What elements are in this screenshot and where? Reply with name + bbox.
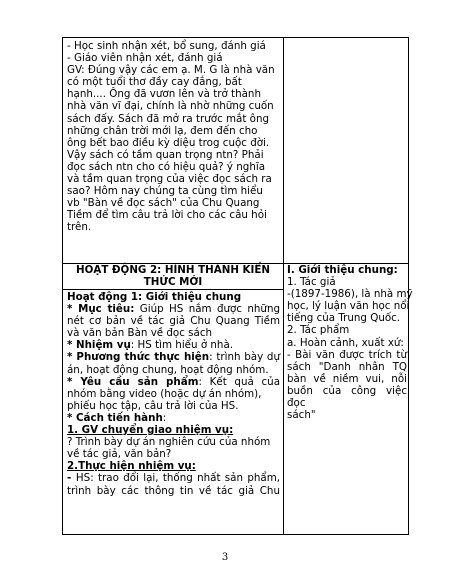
goal-label: * Mục tiêu:	[67, 303, 135, 316]
section-heading-line2: THỨC MỚI	[143, 276, 203, 289]
product-line-3: phiếu học tập, câu trả lời của HS.	[67, 399, 239, 412]
work-line: buồn của công việc đọc	[287, 384, 407, 410]
method-label: * Phương thức thực hiện	[67, 351, 210, 364]
text-line: GV: Đúng vậy các em ạ. M. G là nhà văn	[67, 64, 275, 77]
section-heading	[63, 264, 283, 288]
section-heading-line1: HOẠT ĐỘNG 2: HÌNH THÀNH KIẾN	[75, 264, 270, 276]
step2-label: 2.Thực hiện nhiệm vụ:	[67, 460, 196, 473]
author-line: học, lý luận văn học nổi	[287, 300, 410, 313]
author-line: -(1897-1986), là nhà mỹ	[287, 288, 413, 301]
intro-cell	[67, 40, 280, 234]
intro-heading: I. Giới thiệu chung:	[287, 264, 398, 276]
goal-line-2: nét cơ bản về tác giả Chu Quang Tiềm	[67, 315, 280, 328]
method-line-2: án, hoạt động chung, hoạt động nhóm.	[67, 363, 269, 376]
text-line: sách đấy. Sách đã mở ra trước mắt ông	[67, 112, 270, 125]
author-label: 1. Tác giả	[287, 276, 336, 289]
text-line: vb "Bàn về đọc sách" của Chu Quang	[67, 197, 260, 210]
task-line	[67, 339, 280, 351]
task-text: : HS tìm hiểu ở nhà.	[130, 339, 234, 352]
product-line-2: nhóm bằng video (hoặc dự án nhóm),	[67, 387, 262, 400]
work-subheading: a. Hoàn cảnh, xuất xứ:	[287, 336, 404, 349]
procedure-label: * Cách tiến hành	[67, 411, 163, 424]
product-text: : Kết quả của	[198, 375, 280, 388]
text-line: những chân trời mới lạ, đem đến cho	[67, 124, 258, 137]
column-divider	[283, 38, 284, 534]
goal-line-3: và văn bản Bàn về đọc sách	[67, 327, 213, 340]
activity-title-rest: : Giới thiệu chung	[138, 291, 242, 303]
activity-title-bold: Hoạt động 1	[67, 291, 139, 303]
text-line: sao? Hôm nay chúng ta cùng tìm hiểu	[67, 185, 263, 198]
text-line: có một tuổi thơ đầy cay đắng, bất	[67, 76, 242, 89]
lesson-table	[62, 37, 413, 535]
text-line: Tiềm để tìm câu trả lời cho các câu hỏi	[67, 209, 267, 222]
step1-label: 1. GV chuyển giao nhiệm vụ:	[67, 424, 234, 437]
step2-line	[67, 472, 280, 484]
author-line: tiếng của Trung Quốc.	[287, 312, 401, 325]
page-number: 3	[221, 552, 229, 563]
intro-info-cell	[287, 264, 413, 422]
work-line: sách"	[287, 409, 316, 422]
work-line: sách "Danh nhân TQ	[287, 360, 407, 373]
step1-question: ? Trình bày dự án nghiên cứu của nhóm	[67, 436, 271, 449]
text-line: ông bết bao điều kỳ diệu trog cuộc đời.	[67, 136, 270, 149]
work-line: bàn về niềm vui, nỗi	[287, 372, 407, 385]
method-text: : trình bày dự	[209, 351, 280, 364]
text-line: đọc sách ntn cho có hiệu quả? ý nghĩa	[67, 160, 266, 173]
text-line: nhà văn vĩ đại, chính là nhờ những cuốn	[67, 100, 274, 113]
step2-text: HS: trao đổi lại, thống nhất sản phẩm,	[75, 472, 281, 485]
activity-cell	[67, 291, 280, 497]
step1-question-2: về tác giả, văn bản?	[67, 448, 172, 461]
text-line: trên.	[67, 221, 92, 234]
heading-divider	[63, 289, 283, 290]
activity-title	[67, 291, 280, 303]
method-line	[67, 351, 280, 363]
goal-line	[67, 303, 280, 315]
step2-dash: -	[67, 472, 76, 485]
text-line: và tầm quan trọng của việc đọc sách ra	[67, 173, 272, 186]
procedure-line	[67, 412, 280, 424]
procedure-colon: :	[162, 411, 167, 424]
text-line: - Học sinh nhận xét, bổ sung, đánh giá	[67, 40, 266, 52]
task-label: * Nhiệm vụ	[67, 339, 131, 352]
text-line: Vậy sách có tầm quan trọng ntn? Phải	[67, 148, 264, 161]
step2-line-2: trình bày các thông tin về tác giả Chu	[67, 484, 280, 497]
goal-text: Giúp HS nắm được những	[134, 303, 281, 316]
text-line: hạnh.... Ông đã vươn lên và trở thành	[67, 88, 261, 101]
product-line	[67, 376, 280, 388]
work-label: 2. Tác phẩm	[287, 324, 350, 337]
text-line: - Giáo viên nhận xét, đánh giá	[67, 52, 223, 65]
work-line: - Bài văn được trích từ	[287, 348, 407, 361]
product-label: * Yêu cầu sản phẩm	[67, 375, 199, 388]
